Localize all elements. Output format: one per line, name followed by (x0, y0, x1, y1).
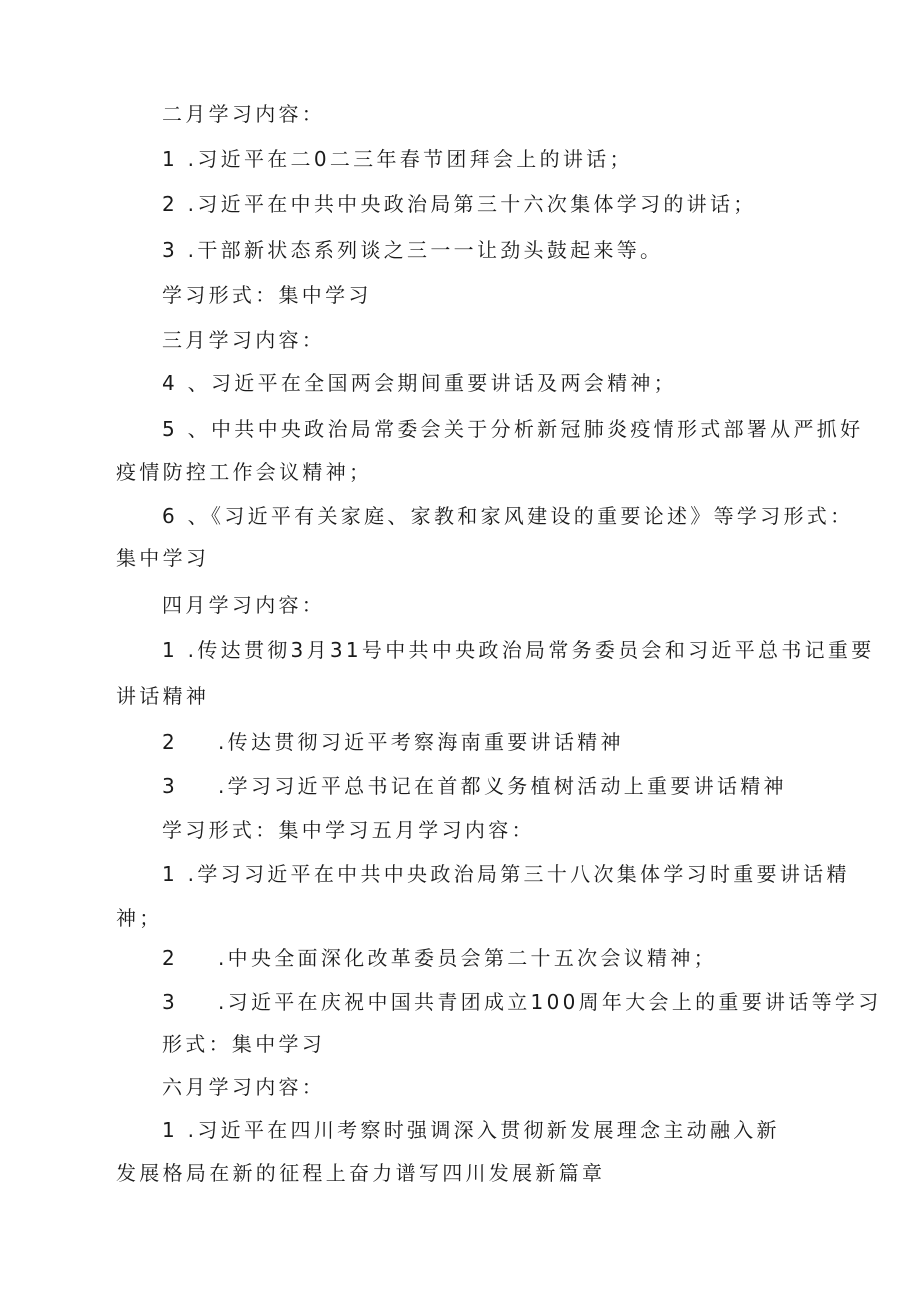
april-study-form-may-heading: 学习形式：集中学习五月学习内容： (162, 818, 535, 842)
february-study-form: 学习形式：集中学习 (162, 283, 372, 307)
heading-june: 六月学习内容： (162, 1075, 326, 1099)
april-item-3-number: 3 (162, 774, 179, 798)
may-item-2-text: .中央全面深化改革委员会第二十五次会议精神； (218, 946, 717, 970)
april-item-2-number: 2 (162, 730, 179, 754)
may-item-3-text: .习近平在庆祝中国共青团成立100周年大会上的重要讲话等学习 (218, 990, 882, 1014)
march-item-5: 5 、中共中央政治局常委会关于分析新冠肺炎疫情形式部署从严抓好 (162, 417, 864, 441)
heading-february: 二月学习内容： (162, 102, 326, 126)
may-item-1: 1 .学习习近平在中共中央政治局第三十八次集体学习时重要讲话精 (162, 862, 850, 886)
march-item-4: 4 、习近平在全国两会期间重要讲话及两会精神； (162, 371, 677, 395)
heading-april: 四月学习内容： (162, 593, 326, 617)
march-item-6: 6 、《习近平有关家庭、家教和家风建设的重要论述》等学习形式： (162, 504, 854, 528)
june-item-1-cont: 发展格局在新的征程上奋力谱写四川发展新篇章 (116, 1161, 606, 1185)
may-study-form: 形式：集中学习 (162, 1032, 326, 1056)
june-item-1: 1 .习近平在四川考察时强调深入贯彻新发展理念主动融入新 (162, 1118, 780, 1142)
february-item-1: 1 .习近平在二0二三年春节团拜会上的讲话； (162, 147, 633, 171)
april-item-1: 1 .传达贯彻3月31号中共中央政治局常务委员会和习近平总书记重要 (162, 638, 875, 662)
february-item-2: 2 .习近平在中共中央政治局第三十六次集体学习的讲话； (162, 192, 757, 216)
march-item-6-cont: 集中学习 (116, 546, 210, 570)
april-item-3-text: .学习习近平总书记在首都义务植树活动上重要讲话精神 (218, 774, 787, 798)
may-item-3-number: 3 (162, 990, 179, 1014)
may-item-1-cont: 神； (116, 906, 163, 930)
february-item-3: 3 .干部新状态系列谈之三一一让劲头鼓起来等。 (162, 238, 664, 262)
may-item-2-number: 2 (162, 946, 179, 970)
march-item-5-cont: 疫情防控工作会议精神； (116, 460, 373, 484)
april-item-2-text: .传达贯彻习近平考察海南重要讲话精神 (218, 730, 624, 754)
heading-march: 三月学习内容： (162, 328, 326, 352)
april-item-1-cont: 讲话精神 (116, 684, 210, 708)
